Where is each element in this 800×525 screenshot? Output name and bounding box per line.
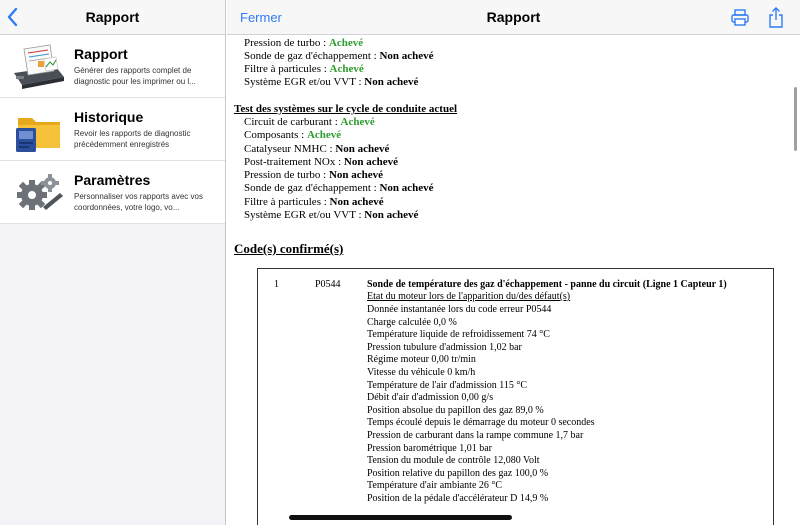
status-badge: Non achevé <box>329 196 384 208</box>
monitor-line: Composants : Achevé <box>244 129 342 141</box>
code-detail-line: Régime moteur 0,00 tr/min <box>367 354 476 366</box>
monitor-line: Sonde de gaz d'échappement : Non achevé <box>244 182 434 194</box>
status-badge: Non achevé <box>364 209 419 221</box>
sidebar-title: Rapport <box>85 9 140 25</box>
code-detail-line: Donnée instantanée lors du code erreur P0544 <box>367 304 552 315</box>
sidebar-item-rapport[interactable] <box>0 35 225 98</box>
status-badge: Achevé <box>340 116 375 128</box>
code-detail-line: Position relative du papillon des gaz 100,0 % <box>367 467 549 479</box>
sidebar-item-title: Historique <box>74 109 144 125</box>
sidebar-item-desc: Revoir les rapports de diagnostic précédemment enregistrés <box>74 129 191 149</box>
gears-settings-icon <box>10 169 66 217</box>
home-indicator[interactable] <box>289 515 512 520</box>
monitor-line: Système EGR et/ou VVT : Non achevé <box>244 76 419 88</box>
code-detail-line: Position absolue du papillon des gaz 89,0 % <box>367 404 544 416</box>
code-detail-line: Position de la pédale d'accélérateur D 14,9 % <box>367 493 549 504</box>
sidebar-item-title: Rapport <box>74 46 128 62</box>
sidebar-list <box>0 35 225 224</box>
sidebar-item-historique[interactable] <box>0 98 225 161</box>
sidebar-item-title: Paramètres <box>74 172 151 188</box>
code-detail-line: Température liquide de refroidissement 74 °C <box>367 329 550 341</box>
monitor-line: Circuit de carburant : Achevé <box>244 116 375 128</box>
monitor-line: Pression de turbo : Non achevé <box>244 169 384 181</box>
status-badge: Non achevé <box>335 143 390 155</box>
section-title: Test des systèmes sur le cycle de conduite actuel <box>234 103 458 115</box>
share-icon[interactable] <box>768 7 784 28</box>
code-table <box>257 268 774 525</box>
monitor-line: Sonde de gaz d'échappement : Non achevé <box>244 50 434 62</box>
code-detail-line: Vitesse du véhicule 0 km/h <box>367 367 476 378</box>
report-title: Rapport <box>486 9 541 25</box>
engine-state-title: Etat du moteur lors de l'apparition du/des défaut(s) <box>367 291 571 302</box>
monitor-line: Catalyseur NMHC : Non achevé <box>244 143 390 155</box>
monitor-line: Post-traitement NOx : Non achevé <box>244 156 398 168</box>
status-badge: Achevé <box>329 63 364 75</box>
report-header <box>227 0 800 35</box>
status-badge: Non achevé <box>364 76 419 88</box>
code-detail-line: Temps écoulé depuis le démarrage du moteur 0 secondes <box>367 417 595 429</box>
status-badge: Non achevé <box>379 50 434 62</box>
status-badge: Non achevé <box>379 182 434 194</box>
code-detail-line: Pression barométrique 1,01 bar <box>367 442 492 454</box>
monitor-line: Pression de turbo : Achevé <box>244 37 364 49</box>
sidebar-item-parametres[interactable] <box>0 161 225 224</box>
report-pane <box>227 0 800 525</box>
code-detail-line: Pression tubulure d'admission 1,02 bar <box>367 341 522 353</box>
status-badge: Achevé <box>306 129 342 141</box>
folder-history-icon <box>10 106 66 154</box>
code-detail-line: Charge calculée 0,0 % <box>367 316 457 328</box>
monitor-line: Filtre à particules : Non achevé <box>244 196 384 208</box>
code-detail-line: Tension du module de contrôle 12,080 Volt <box>367 455 540 467</box>
printer-icon[interactable] <box>731 9 749 26</box>
code-index: 1 <box>274 279 279 290</box>
codes-title: Code(s) confirmé(s) <box>234 241 344 256</box>
sidebar <box>0 0 226 525</box>
scrollbar[interactable] <box>794 87 797 151</box>
code-detail-line: Température d'air ambiante 26 °C <box>367 480 503 492</box>
status-badge: Achevé <box>328 37 364 49</box>
monitor-line: Système EGR et/ou VVT : Non achevé <box>244 209 419 221</box>
code-detail-line: Pression de carburant dans la rampe commune 1,7 bar <box>367 430 584 441</box>
code-detail-line: Débit d'air d'admission 0,00 g/s <box>367 392 494 404</box>
code-title: Sonde de température des gaz d'échappement - panne du circuit (Ligne 1 Capteur 1) <box>367 279 727 290</box>
sidebar-header <box>0 0 225 35</box>
printer-report-icon <box>10 43 66 91</box>
status-badge: Non achevé <box>328 169 384 181</box>
sidebar-item-desc: Générer des rapports complet de diagnostic pour les imprimer ou l... <box>74 66 196 86</box>
monitor-line: Filtre à particules : Achevé <box>244 63 364 75</box>
close-button[interactable]: Fermer <box>240 10 282 25</box>
code-detail-line: Température de l'air d'admission 115 °C <box>367 379 528 391</box>
status-badge: Non achevé <box>343 156 398 168</box>
sidebar-item-desc: Personnaliser vos rapports avec vos coordonnées, votre logo, vo... <box>74 192 203 212</box>
code-id: P0544 <box>315 279 341 290</box>
